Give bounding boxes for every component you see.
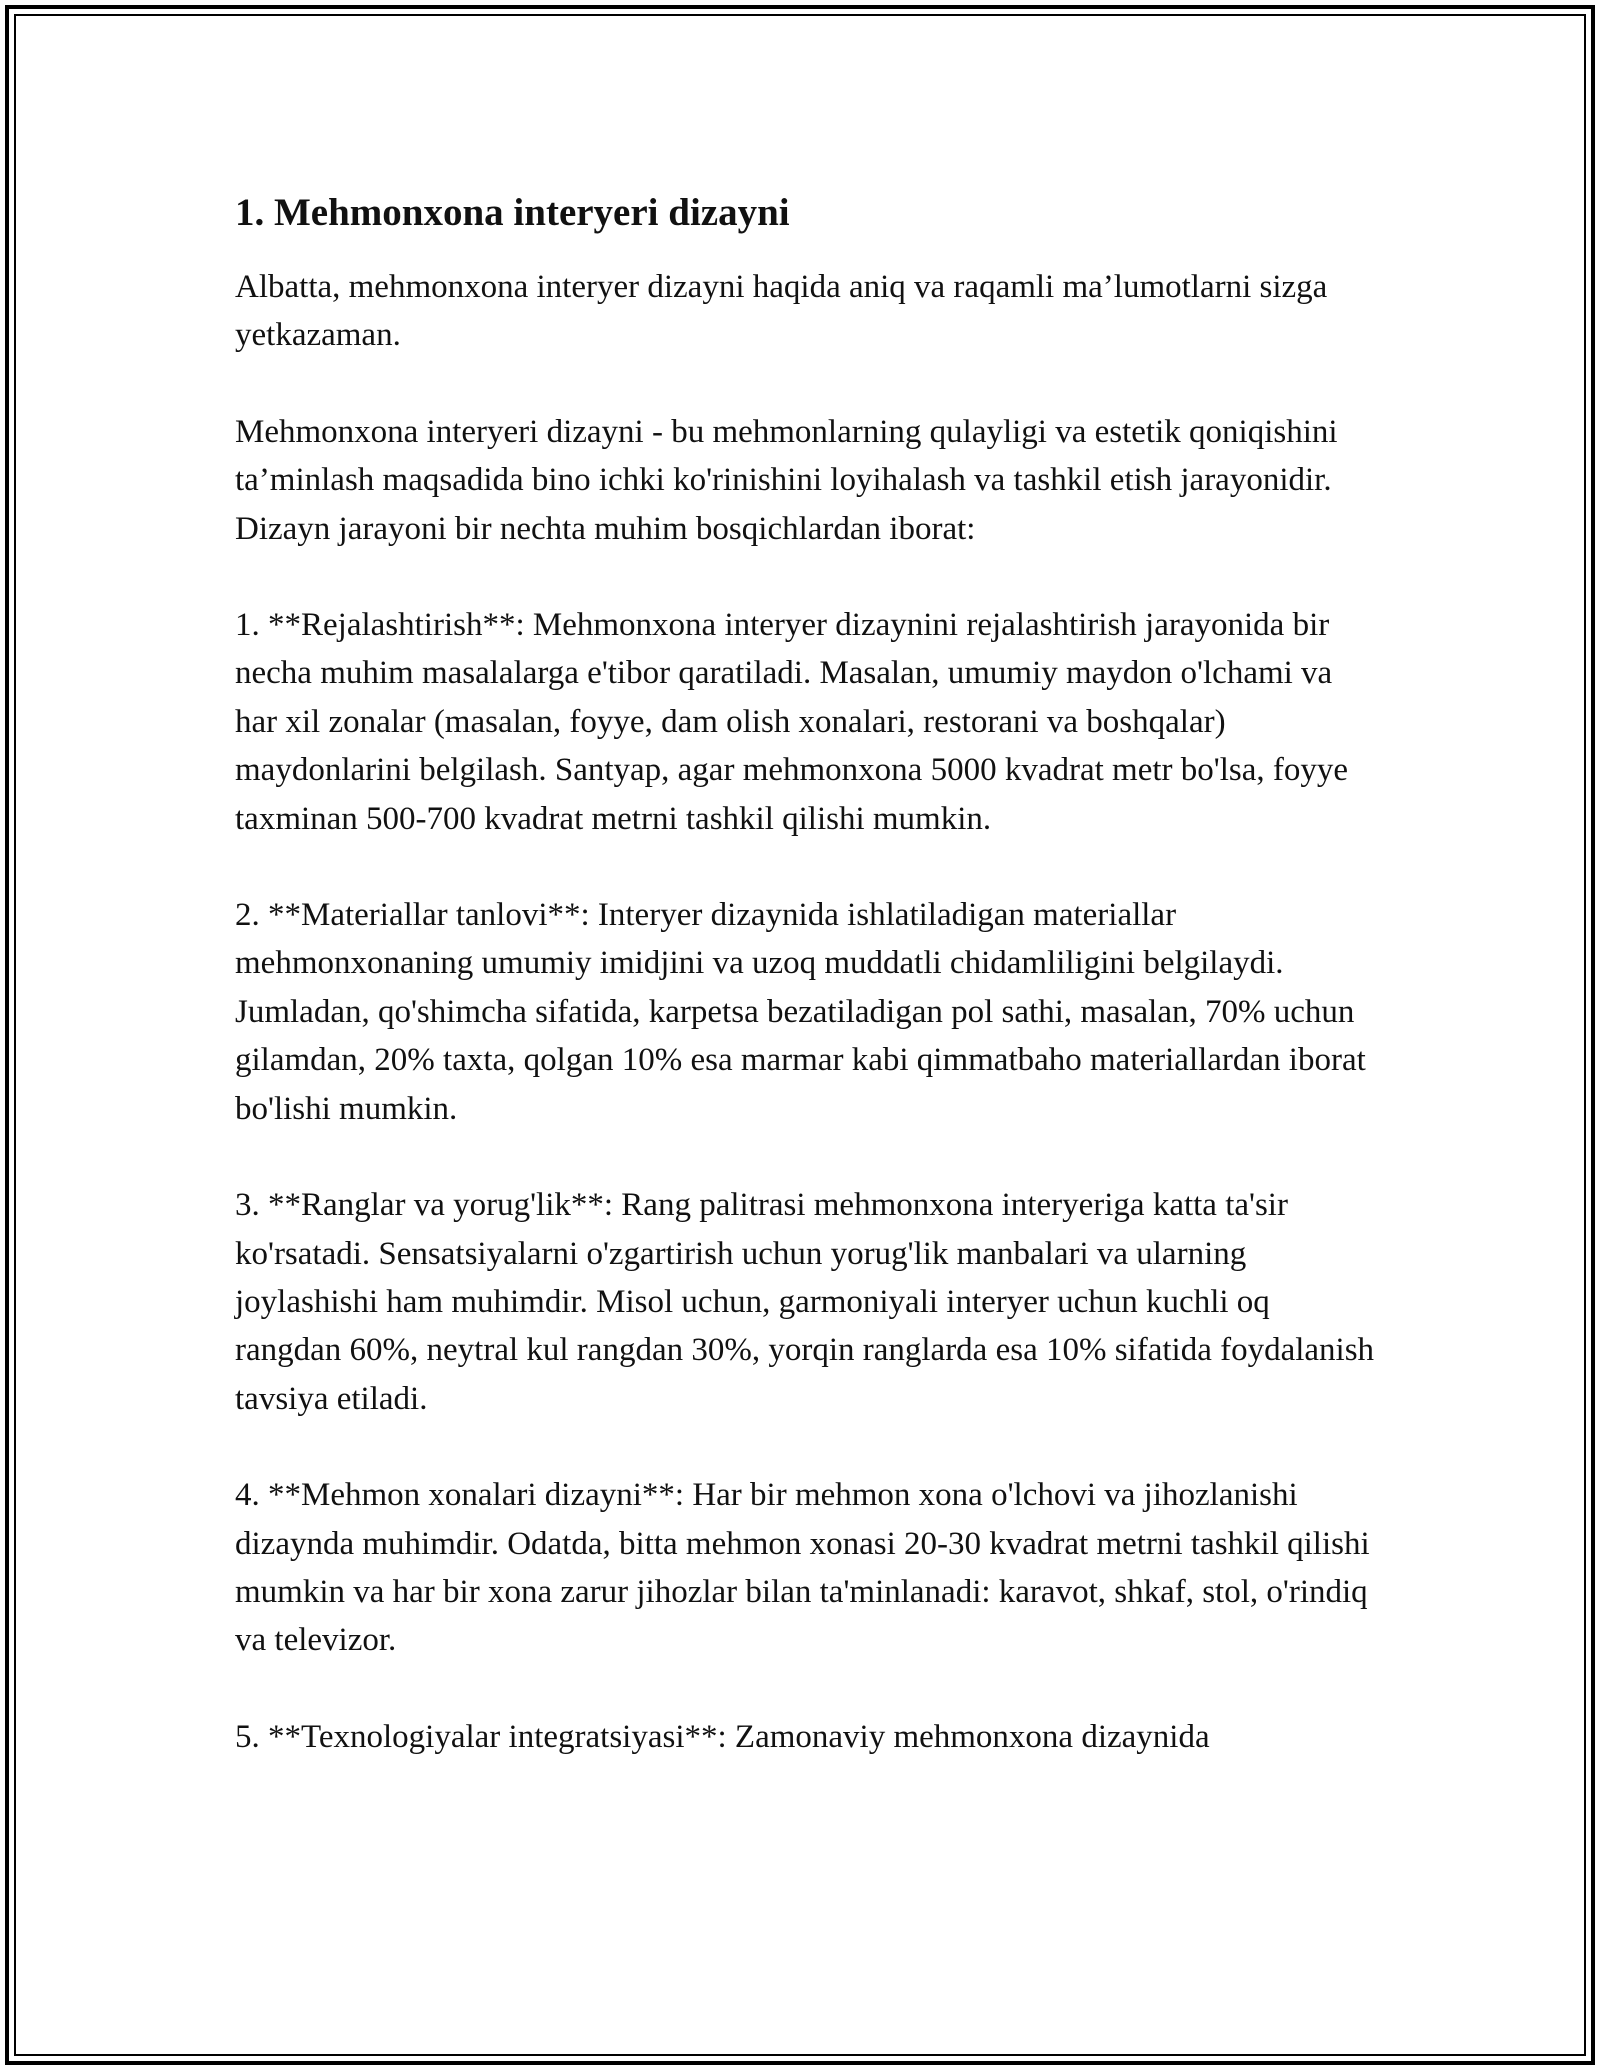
intro-paragraph: Albatta, mehmonxona interyer dizayni haqida aniq va raqamli ma’lumotlarni sizga yetkazaman. xyxy=(235,269,1328,354)
section-materials: 2. **Materiallar tanlovi**: Interyer dizaynida ishlatiladigan materiallar mehmonxonaning umumiy imidjini va uzoq muddatli chidamliligini belgilaydi. Jumladan, qo'shimcha sifatida, karpetsa bezatiladigan pol sathi, masalan, 70% uchun gilamdan, 20% taxta, qolgan 10% esa marmar kabi qimmatbaho materiallardan iborat bo'lishi mumkin. xyxy=(235,897,1366,1127)
section-technology: 5. **Texnologiyalar integratsiyasi**: Zamonaviy mehmonxona dizaynida xyxy=(235,1718,1210,1755)
section-colors-lighting: 3. **Ranglar va yorug'lik**: Rang palitrasi mehmonxona interyeriga katta ta'sir ko'rsatadi. Sensatsiyalarni o'zgartirish uchun yorug'lik manbalari va ularning joylashishi ham muhimdir. Misol uchun, garmoniyali interyer uchun kuchli oq rangdan 60%, neytral kul rangdan 30%, yorqin ranglarda esa 10% sifatida foydalanish tavsiya etiladi. xyxy=(235,1187,1375,1417)
document-body xyxy=(235,183,1375,1809)
definition-paragraph: Mehmonxona interyeri dizayni - bu mehmonlarning qulayligi va estetik qoniqishini ta’minlash maqsadida bino ichki ko'rinishini loyihalash va tashkil etish jarayonidir. Dizayn jarayoni bir nechta muhim bosqichlardan iborat: xyxy=(235,413,1338,547)
section-guest-rooms: 4. **Mehmon xonalari dizayni**: Har bir mehmon xona o'lchovi va jihozlanishi dizaynda muhimdir. Odatda, bitta mehmon xonasi 20-30 kvadrat metrni tashkil qilishi mumkin va har bir xona zarur jihozlar bilan ta'minlanadi: karavot, shkaf, stol, o'rindiq va televizor. xyxy=(235,1477,1370,1659)
document-title: 1. Mehmonxona interyeri dizayni xyxy=(235,191,790,234)
section-planning: 1. **Rejalashtirish**: Mehmonxona interyer dizaynini rejalashtirish jarayonida bir necha muhim masalalarga e'tibor qaratiladi. Masalan, umumiy maydon o'lchami va har xil zonalar (masalan, foyye, dam olish xonalari, restorani va boshqalar) maydonlarini belgilash. Santyap, agar mehmonxona 5000 kvadrat metr bo'lsa, foyye taxminan 500-700 kvadrat metrni tashkil qilishi mumkin. xyxy=(235,607,1348,837)
